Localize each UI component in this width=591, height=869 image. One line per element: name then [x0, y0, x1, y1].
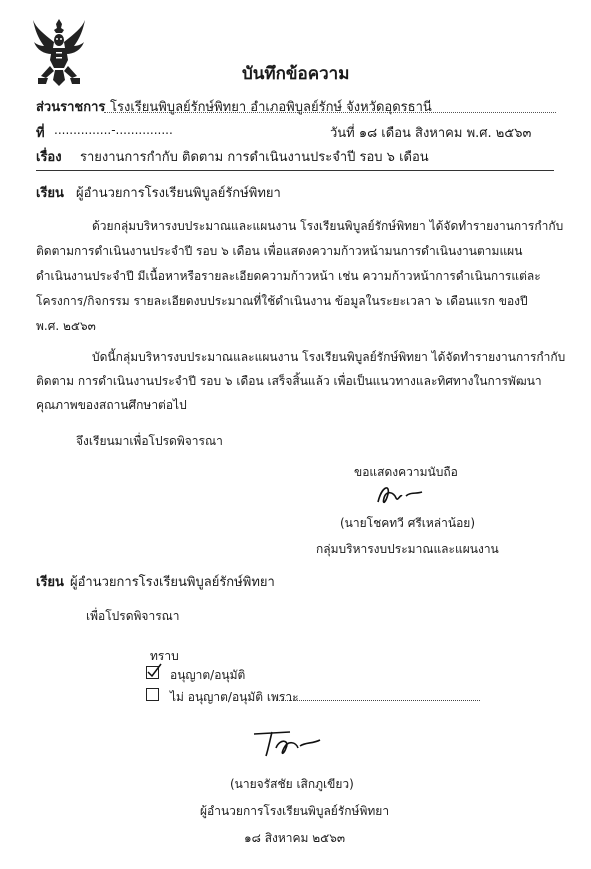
- dept-label: ส่วนราชการ: [36, 100, 106, 115]
- p1-line: ด้วยกลุ่มบริหารงบประมาณและแผนงาน โรงเรียนพิบูลย์รักษ์พิทยา ได้จัดทำรายงานการกำกับ: [92, 219, 564, 233]
- doc-no-label: ที่: [36, 126, 45, 141]
- check-icon: [146, 663, 162, 679]
- memo-date: วันที่ ๑๘ เดือน สิงหาคม พ.ศ. ๒๕๖๓: [330, 126, 532, 141]
- to-label: เรียน: [36, 186, 64, 201]
- p2-line: ติดตาม การดำเนินงานประจำปี รอบ ๖ เดือน เสร็จสิ้นแล้ว เพื่อเป็นแนวทางและทิศทางในการพัฒนา: [36, 374, 542, 388]
- ack-text: ทราบ: [150, 649, 179, 663]
- approval-to-value: ผู้อำนวยการโรงเรียนพิบูลย์รักษ์พิทยา: [70, 575, 275, 590]
- p2-line: คุณภาพของสถานศึกษาต่อไป: [36, 398, 187, 412]
- p3-text: จึงเรียนมาเพื่อโปรดพิจารณา: [76, 434, 223, 448]
- signature-2: [250, 726, 340, 762]
- p1-line: ดำเนินงานประจำปี มีเนื้อหาหรือรายละเอียดความก้าวหน้า เช่น ความก้าวหน้าการดำเนินการแต่ละ: [36, 269, 541, 283]
- p1-line: โครงการ/กิจกรรม รายละเอียดงบประมาณที่ใช้ดำเนินงาน ข้อมูลในระยะเวลา ๖ เดือนแรก ของปี: [36, 294, 528, 308]
- p1-line: พ.ศ. ๒๕๖๓: [36, 319, 96, 333]
- director-position: ผู้อำนวยการโรงเรียนพิบูลย์รักษ์พิทยา: [200, 804, 390, 818]
- reject-label: ไม่ อนุญาต/อนุมัติ เพราะ: [170, 690, 299, 704]
- reject-checkbox[interactable]: [146, 688, 159, 701]
- approval-to-label: เรียน: [36, 575, 64, 590]
- p1-line: ติดตามการดำเนินงานประจำปี รอบ ๖ เดือน เพื่อแสดงความก้าวหน้ามนการดำเนินงานตามแผน: [36, 244, 523, 258]
- p2-line: บัดนี้กลุ่มบริหารงบประมาณและแผนงาน โรงเรียนพิบูลย์รักษ์พิทยา ได้จัดทำรายงานการกำกับ: [92, 350, 566, 364]
- approval-request: เพื่อโปรดพิจารณา: [86, 609, 180, 623]
- memo-title: บันทึกข้อความ: [242, 64, 350, 84]
- to-value: ผู้อำนวยการโรงเรียนพิบูลย์รักษ์พิทยา: [76, 186, 281, 201]
- signer-position: กลุ่มบริหารงบประมาณและแผนงาน: [316, 542, 499, 556]
- signer-name: (นายโชคทวี ศรีเหล่าน้อย): [340, 516, 476, 530]
- director-name: (นายจรัสชัย เสิกภูเขียว): [230, 777, 354, 791]
- doc-no-value: ...............-...............: [54, 123, 173, 137]
- subject-value: รายงานการกำกับ ติดตาม การดำเนินงานประจำปี รอบ ๖ เดือน: [80, 150, 429, 165]
- dept-value: โรงเรียนพิบูลย์รักษ์พิทยา อำเภอพิบูลย์รักษ์ จังหวัดอุดรธานี: [110, 100, 432, 115]
- reason-field[interactable]: [276, 700, 480, 701]
- closing-text: ขอแสดงความนับถือ: [354, 465, 458, 479]
- subject-label: เรื่อง: [36, 150, 62, 165]
- garuda-emblem: [30, 16, 88, 88]
- approve-checkbox[interactable]: [146, 666, 159, 679]
- approve-label: อนุญาต/อนุมัติ: [170, 668, 246, 682]
- signature-1: [372, 480, 432, 510]
- approval-date: ๑๘ สิงหาคม ๒๕๖๓: [244, 831, 346, 845]
